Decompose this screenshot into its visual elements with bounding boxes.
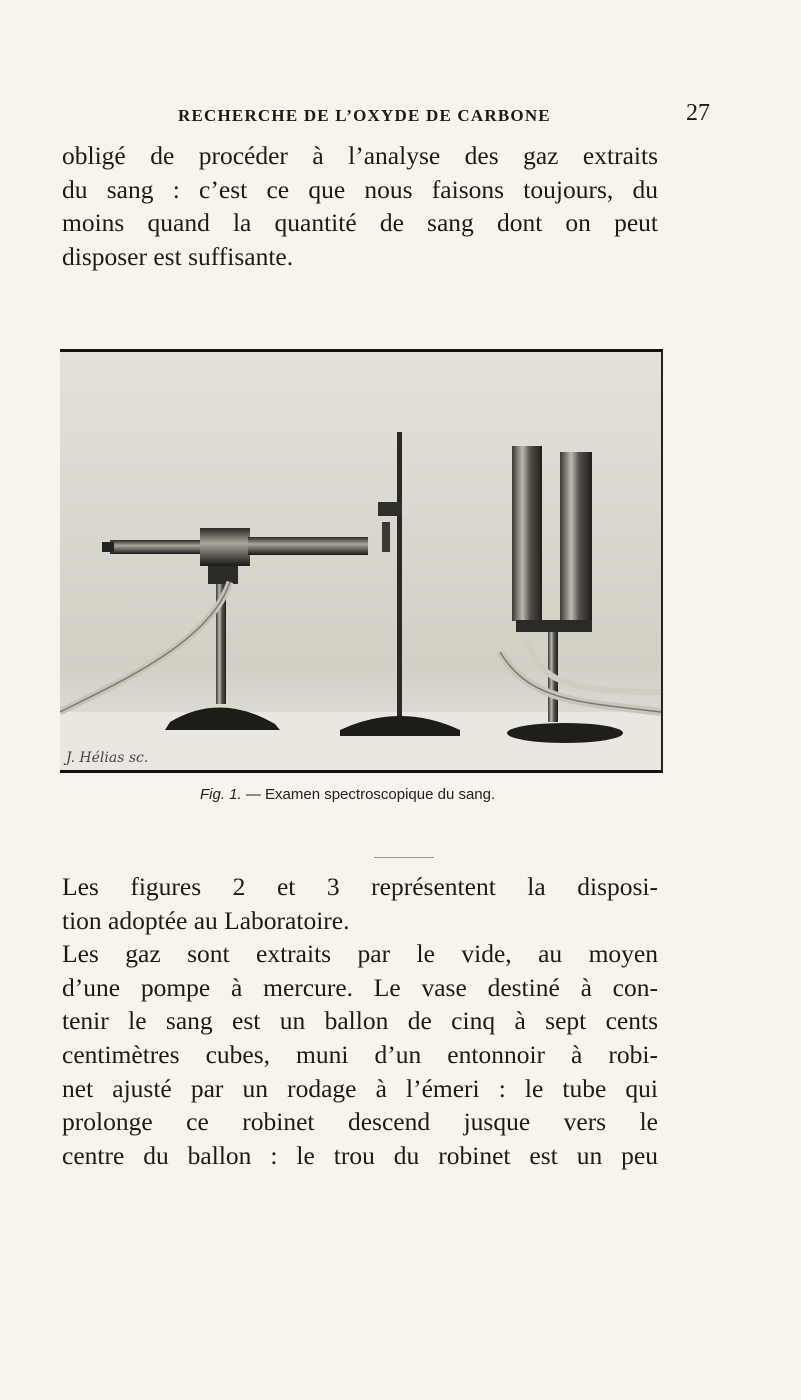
paragraph-2 bbox=[62, 870, 658, 1172]
section-divider bbox=[374, 857, 434, 858]
figure-label: Fig. 1. bbox=[200, 786, 242, 803]
spectroscope-illustration bbox=[60, 352, 661, 770]
paragraph-line: net ajusté par un rodage à l’émeri : le tube qui bbox=[62, 1073, 658, 1103]
paragraph-line: Les gaz sont extraits par le vide, au moyen bbox=[62, 939, 658, 969]
page-number: 27 bbox=[686, 100, 710, 126]
paragraph-line: disposer est suffisante. bbox=[62, 241, 294, 271]
paragraph-line: moins quand la quantité de sang dont on peut bbox=[62, 208, 658, 238]
paragraph-line: tenir le sang est un ballon de cinq à sept cents bbox=[62, 1006, 658, 1036]
page-header bbox=[60, 100, 710, 132]
figure-caption bbox=[200, 786, 600, 803]
paragraph-line: d’une pompe à mercure. Le vase destiné à con- bbox=[62, 972, 658, 1002]
paragraph-line: Les figures 2 et 3 représentent la disposi- bbox=[62, 872, 658, 901]
paragraph-1 bbox=[62, 139, 658, 273]
figure-caption-text: — Examen spectroscopique du sang. bbox=[241, 786, 496, 803]
paragraph-line: du sang : c’est ce que nous faisons toujours, du bbox=[62, 174, 658, 204]
figure-engraving bbox=[60, 349, 663, 773]
running-title: RECHERCHE DE L’OXYDE DE CARBONE bbox=[178, 106, 551, 125]
engraver-signature: J. Hélias sc. bbox=[66, 750, 149, 766]
paragraph-line: prolonge ce robinet descend jusque vers le bbox=[62, 1107, 658, 1137]
paragraph-line: tion adoptée au Laboratoire. bbox=[62, 905, 350, 935]
paragraph-line: centimètres cubes, muni d’un entonnoir à robi- bbox=[62, 1039, 658, 1069]
paragraph-line: centre du ballon : le trou du robinet est un peu bbox=[62, 1140, 658, 1170]
paragraph-line: obligé de procéder à l’analyse des gaz extraits bbox=[62, 141, 658, 170]
